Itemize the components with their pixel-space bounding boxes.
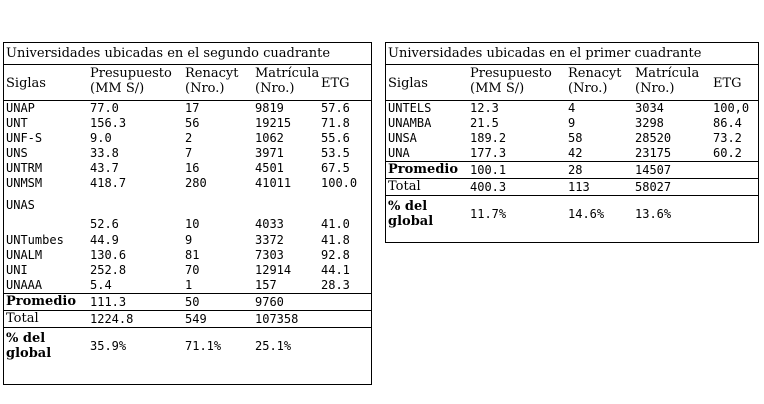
header-row [4, 65, 371, 101]
header-renacyt-line1: Renacyt [185, 66, 239, 81]
table-row [4, 131, 371, 146]
table-row [4, 278, 371, 294]
cell-presupuesto: 177.3 [470, 146, 507, 160]
table-title: Universidades ubicadas en el segundo cuadrante [4, 43, 371, 65]
data-table [4, 65, 371, 363]
cell-etg: 100,0 [713, 101, 750, 115]
global-label [386, 196, 468, 232]
table-row [4, 116, 371, 131]
table-row [386, 116, 758, 131]
cell-etg [711, 196, 758, 232]
table-row [386, 131, 758, 146]
cell-etg [711, 162, 758, 179]
cell-presupuesto: 35.9% [88, 328, 183, 364]
cell-siglas: UNT [6, 116, 28, 130]
cell-presupuesto: 1224.8 [88, 311, 183, 328]
cell-etg [319, 311, 371, 328]
table-segundo-cuadrante [3, 42, 372, 385]
cell-siglas: UNA [388, 146, 410, 160]
cell-renacyt: 56 [185, 116, 200, 130]
cell-siglas: UNI [6, 263, 28, 277]
cell-matricula: 12914 [255, 263, 292, 277]
cell-matricula: 14507 [633, 162, 711, 179]
data-table [386, 65, 758, 231]
cell-presupuesto: 52.6 [90, 217, 119, 231]
cell-presupuesto: 100.1 [468, 162, 566, 179]
cell-renacyt: 549 [183, 311, 253, 328]
table-title: Universidades ubicadas en el primer cuadrante [386, 43, 758, 65]
cell-renacyt: 9 [568, 116, 576, 130]
cell-renacyt: 2 [185, 131, 193, 145]
header-renacyt-line2: (Nro.) [568, 81, 608, 96]
cell-matricula: 25.1% [253, 328, 319, 364]
cell-presupuesto: 9.0 [90, 131, 112, 145]
cell-renacyt: 7 [185, 146, 193, 160]
table-primer-cuadrante [385, 42, 759, 243]
header-matricula-line1: Matrícula [635, 66, 700, 81]
header-renacyt [566, 65, 633, 101]
cell-etg [319, 294, 371, 311]
cell-etg: 67.5 [321, 161, 350, 175]
cell-siglas: UNAMBA [388, 116, 432, 130]
global-row [4, 328, 371, 364]
cell-matricula: 4033 [255, 217, 284, 231]
table-row [4, 191, 371, 233]
cell-renacyt: 17 [185, 101, 200, 115]
cell-presupuesto: 12.3 [470, 101, 499, 115]
cell-renacyt: 113 [566, 179, 633, 196]
cell-siglas: UNTumbes [6, 233, 64, 247]
cell-etg: 28.3 [321, 278, 350, 292]
cell-siglas: UNSA [388, 131, 417, 145]
promedio-row [4, 294, 371, 311]
cell-renacyt: 70 [185, 263, 200, 277]
header-presupuesto-line2: (MM S/) [90, 81, 145, 96]
cell-presupuesto: 44.9 [90, 233, 119, 247]
table-row [4, 233, 371, 248]
header-renacyt [183, 65, 253, 101]
cell-matricula: 9760 [253, 294, 319, 311]
cell-presupuesto: 77.0 [90, 101, 119, 115]
table-row [4, 101, 371, 117]
cell-renacyt: 16 [185, 161, 200, 175]
table-row [386, 101, 758, 117]
cell-siglas: UNAP [6, 101, 35, 115]
cell-matricula: 7303 [255, 248, 284, 262]
cell-etg: 41.0 [321, 217, 350, 231]
header-siglas: Siglas [386, 65, 468, 101]
cell-presupuesto: 189.2 [470, 131, 507, 145]
cell-siglas: UNTRM [6, 161, 43, 175]
cell-siglas: UNMSM [6, 176, 43, 190]
header-matricula-line2: (Nro.) [255, 81, 295, 96]
header-renacyt-line1: Renacyt [568, 66, 622, 81]
cell-matricula: 19215 [255, 116, 292, 130]
header-matricula-line2: (Nro.) [635, 81, 675, 96]
cell-matricula: 28520 [635, 131, 672, 145]
cell-renacyt: 50 [183, 294, 253, 311]
cell-renacyt: 14.6% [566, 196, 633, 232]
cell-presupuesto: 252.8 [90, 263, 127, 277]
cell-matricula: 13.6% [633, 196, 711, 232]
global-label-line2: global [6, 346, 52, 361]
cell-etg: 100.0 [321, 176, 358, 190]
table-row [4, 161, 371, 176]
cell-renacyt: 81 [185, 248, 200, 262]
header-matricula [633, 65, 711, 101]
cell-siglas: UNAS [6, 198, 35, 212]
cell-matricula: 157 [255, 278, 277, 292]
table-row [4, 176, 371, 191]
cell-etg [711, 179, 758, 196]
total-label: Total [386, 179, 468, 196]
cell-siglas: UNALM [6, 248, 43, 262]
cell-renacyt: 9 [185, 233, 193, 247]
cell-etg: 55.6 [321, 131, 350, 145]
cell-presupuesto: 33.8 [90, 146, 119, 160]
global-row [386, 196, 758, 232]
table-row [386, 146, 758, 162]
cell-renacyt: 58 [568, 131, 583, 145]
cell-matricula: 107358 [253, 311, 319, 328]
header-renacyt-line2: (Nro.) [185, 81, 225, 96]
cell-siglas: UNTELS [388, 101, 432, 115]
cell-matricula: 41011 [255, 176, 292, 190]
header-presupuesto-line2: (MM S/) [470, 81, 525, 96]
promedio-label: Promedio [386, 162, 468, 179]
global-label-line1: % del [6, 331, 46, 346]
cell-matricula: 3971 [255, 146, 284, 160]
cell-etg [319, 328, 371, 364]
cell-renacyt: 10 [185, 217, 200, 231]
promedio-row [386, 162, 758, 179]
header-row [386, 65, 758, 101]
cell-presupuesto: 418.7 [90, 176, 127, 190]
cell-etg: 44.1 [321, 263, 350, 277]
table-row [4, 248, 371, 263]
table-row [4, 263, 371, 278]
cell-etg: 60.2 [713, 146, 742, 160]
global-label-line1: % del [388, 199, 428, 214]
header-presupuesto [468, 65, 566, 101]
total-label: Total [4, 311, 88, 328]
cell-etg: 71.8 [321, 116, 350, 130]
cell-presupuesto: 5.4 [90, 278, 112, 292]
cell-presupuesto: 156.3 [90, 116, 127, 130]
header-etg: ETG [319, 65, 371, 101]
cell-etg: 73.2 [713, 131, 742, 145]
cell-siglas: UNF-S [6, 131, 43, 145]
table-row [4, 146, 371, 161]
global-label [4, 328, 88, 364]
cell-renacyt: 42 [568, 146, 583, 160]
global-label-line2: global [388, 214, 434, 229]
cell-matricula: 4501 [255, 161, 284, 175]
cell-presupuesto: 11.7% [468, 196, 566, 232]
header-presupuesto-line1: Presupuesto [90, 66, 172, 81]
cell-etg: 57.6 [321, 101, 350, 115]
cell-matricula: 3298 [635, 116, 664, 130]
total-row [4, 311, 371, 328]
cell-presupuesto: 21.5 [470, 116, 499, 130]
cell-renacyt: 71.1% [183, 328, 253, 364]
cell-etg: 86.4 [713, 116, 742, 130]
cell-renacyt: 1 [185, 278, 193, 292]
cell-etg: 92.8 [321, 248, 350, 262]
cell-matricula: 58027 [633, 179, 711, 196]
header-matricula [253, 65, 319, 101]
cell-presupuesto: 111.3 [88, 294, 183, 311]
cell-presupuesto: 130.6 [90, 248, 127, 262]
cell-siglas: UNAAA [6, 278, 43, 292]
cell-renacyt: 28 [566, 162, 633, 179]
cell-matricula: 3034 [635, 101, 664, 115]
header-etg: ETG [711, 65, 758, 101]
cell-matricula: 9819 [255, 101, 284, 115]
cell-matricula: 1062 [255, 131, 284, 145]
cell-presupuesto: 43.7 [90, 161, 119, 175]
header-siglas: Siglas [4, 65, 88, 101]
cell-renacyt: 280 [185, 176, 207, 190]
cell-siglas: UNS [6, 146, 28, 160]
header-matricula-line1: Matrícula [255, 66, 319, 81]
header-presupuesto-line1: Presupuesto [470, 66, 552, 81]
cell-etg: 41.8 [321, 233, 350, 247]
cell-etg: 53.5 [321, 146, 350, 160]
cell-matricula: 3372 [255, 233, 284, 247]
header-presupuesto [88, 65, 183, 101]
cell-matricula: 23175 [635, 146, 672, 160]
cell-renacyt: 4 [568, 101, 576, 115]
promedio-label: Promedio [4, 294, 88, 311]
total-row [386, 179, 758, 196]
cell-presupuesto: 400.3 [468, 179, 566, 196]
